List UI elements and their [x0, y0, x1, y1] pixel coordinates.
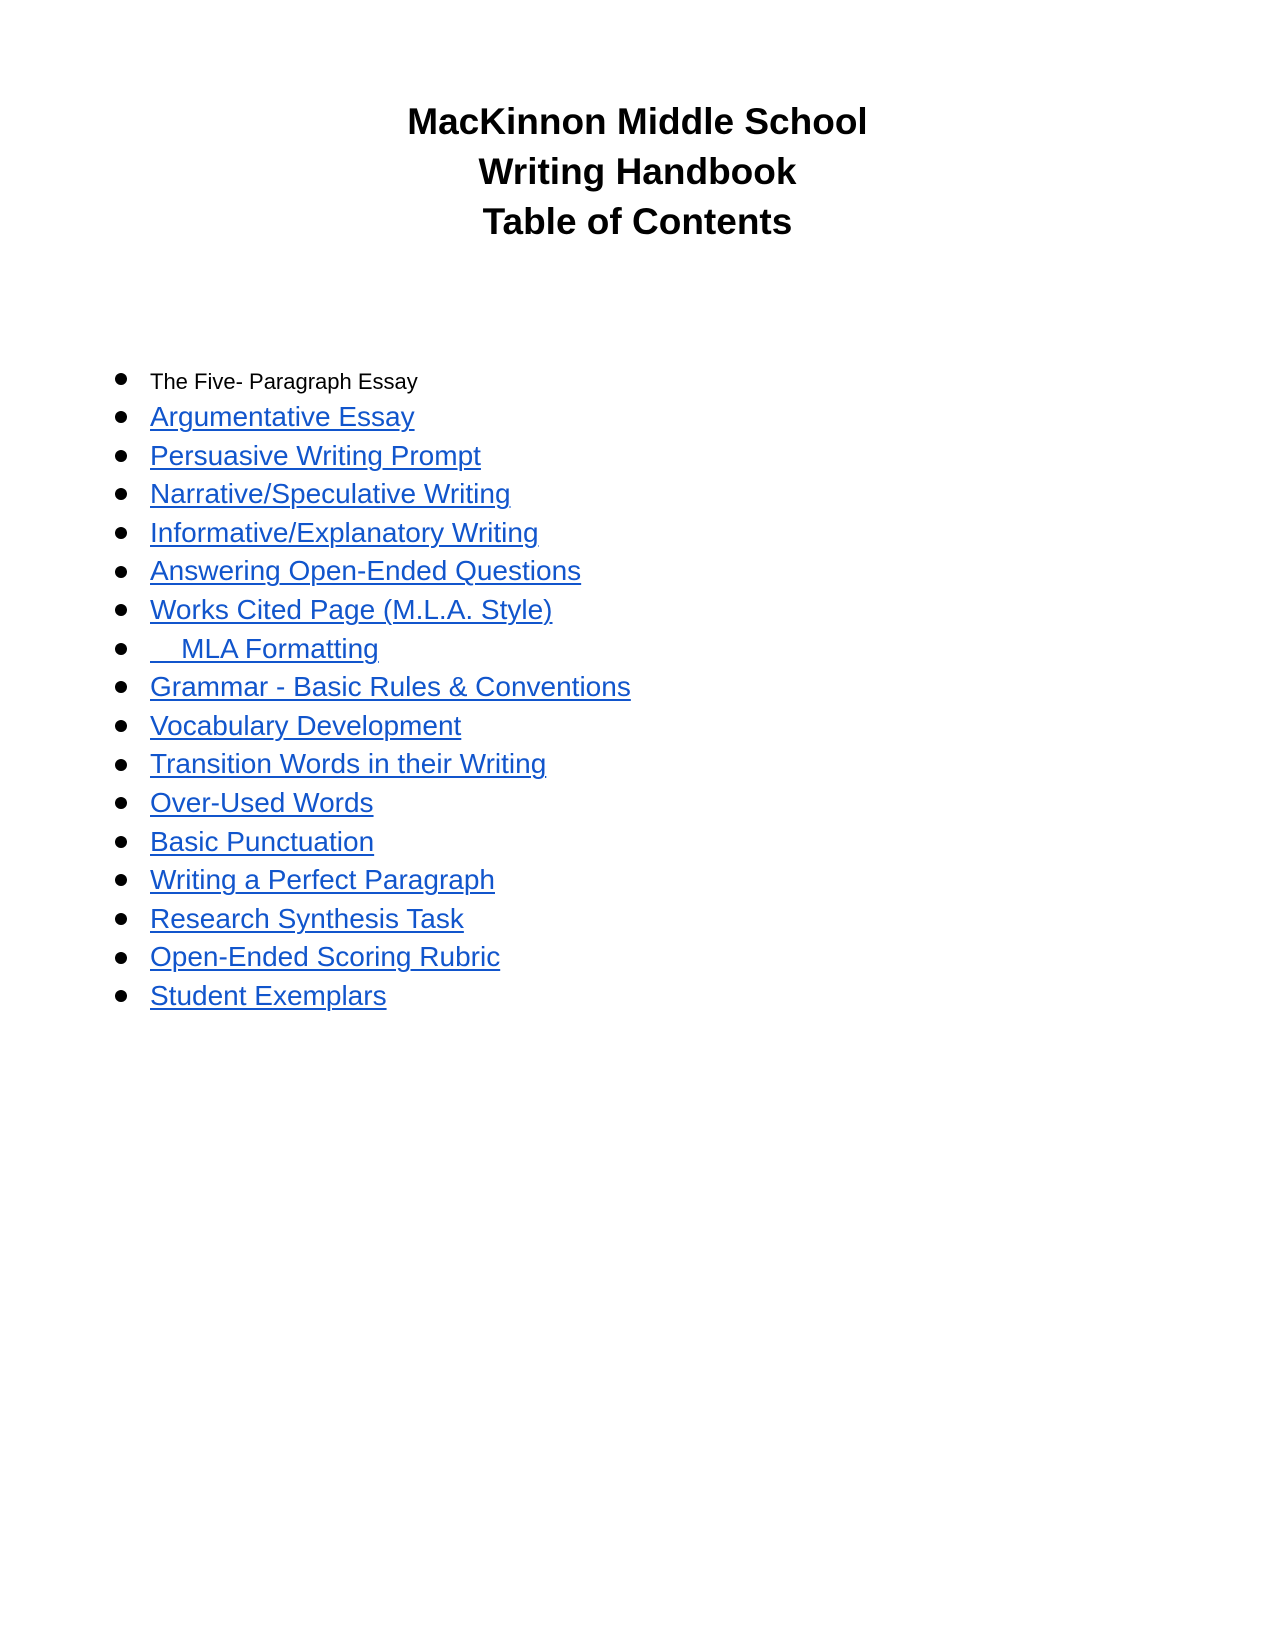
link-narrative-speculative-writing[interactable]: Narrative/Speculative Writing — [150, 478, 511, 510]
link-persuasive-writing-prompt[interactable]: Persuasive Writing Prompt — [150, 439, 481, 471]
bullet-icon — [115, 411, 127, 423]
link-research-synthesis-task[interactable]: Research Synthesis Task — [150, 902, 464, 934]
bullet-icon — [115, 913, 127, 925]
bullet-icon — [115, 450, 127, 462]
bullet-icon — [115, 527, 127, 539]
bullet-icon — [115, 990, 127, 1002]
link-perfect-paragraph[interactable]: Writing a Perfect Paragraph — [150, 864, 495, 896]
bullet-icon — [115, 874, 127, 886]
link-informative-explanatory-writing[interactable]: Informative/Explanatory Writing — [150, 516, 539, 548]
bullet-icon — [115, 643, 127, 655]
bullet-icon — [115, 604, 127, 616]
bullet-icon — [115, 681, 127, 693]
bullet-icon — [115, 952, 127, 964]
link-works-cited-page[interactable]: Works Cited Page (M.L.A. Style) — [150, 593, 553, 625]
handbook-title: Writing Handbook — [478, 151, 797, 192]
toc-heading: Table of Contents — [482, 201, 793, 242]
bullet-icon — [115, 720, 127, 732]
bullet-icon — [115, 759, 127, 771]
bullet-icon — [115, 488, 127, 500]
link-grammar-basic-rules[interactable]: Grammar - Basic Rules & Conventions — [150, 671, 631, 703]
school-name: MacKinnon Middle School — [407, 101, 868, 142]
bullet-icon — [115, 373, 127, 385]
link-basic-punctuation[interactable]: Basic Punctuation — [150, 825, 375, 857]
bullet-icon — [115, 797, 127, 809]
bullet-icon — [115, 566, 127, 578]
link-vocabulary-development[interactable]: Vocabulary Development — [150, 709, 462, 741]
link-transition-words[interactable]: Transition Words in their Writing — [150, 748, 547, 780]
link-answering-open-ended-questions[interactable]: Answering Open-Ended Questions — [150, 555, 582, 587]
link-argumentative-essay[interactable]: Argumentative Essay — [150, 401, 415, 432]
link-mla-formatting[interactable]: MLA Formatting — [150, 632, 379, 664]
link-over-used-words[interactable]: Over-Used Words — [150, 786, 374, 818]
link-open-ended-scoring-rubric[interactable]: Open-Ended Scoring Rubric — [150, 941, 501, 973]
link-student-exemplars[interactable]: Student Exemplars — [150, 979, 387, 1011]
toc-item-label: The Five- Paragraph Essay — [150, 369, 418, 394]
bullet-icon — [115, 836, 127, 848]
document-title — [0, 97, 1275, 247]
